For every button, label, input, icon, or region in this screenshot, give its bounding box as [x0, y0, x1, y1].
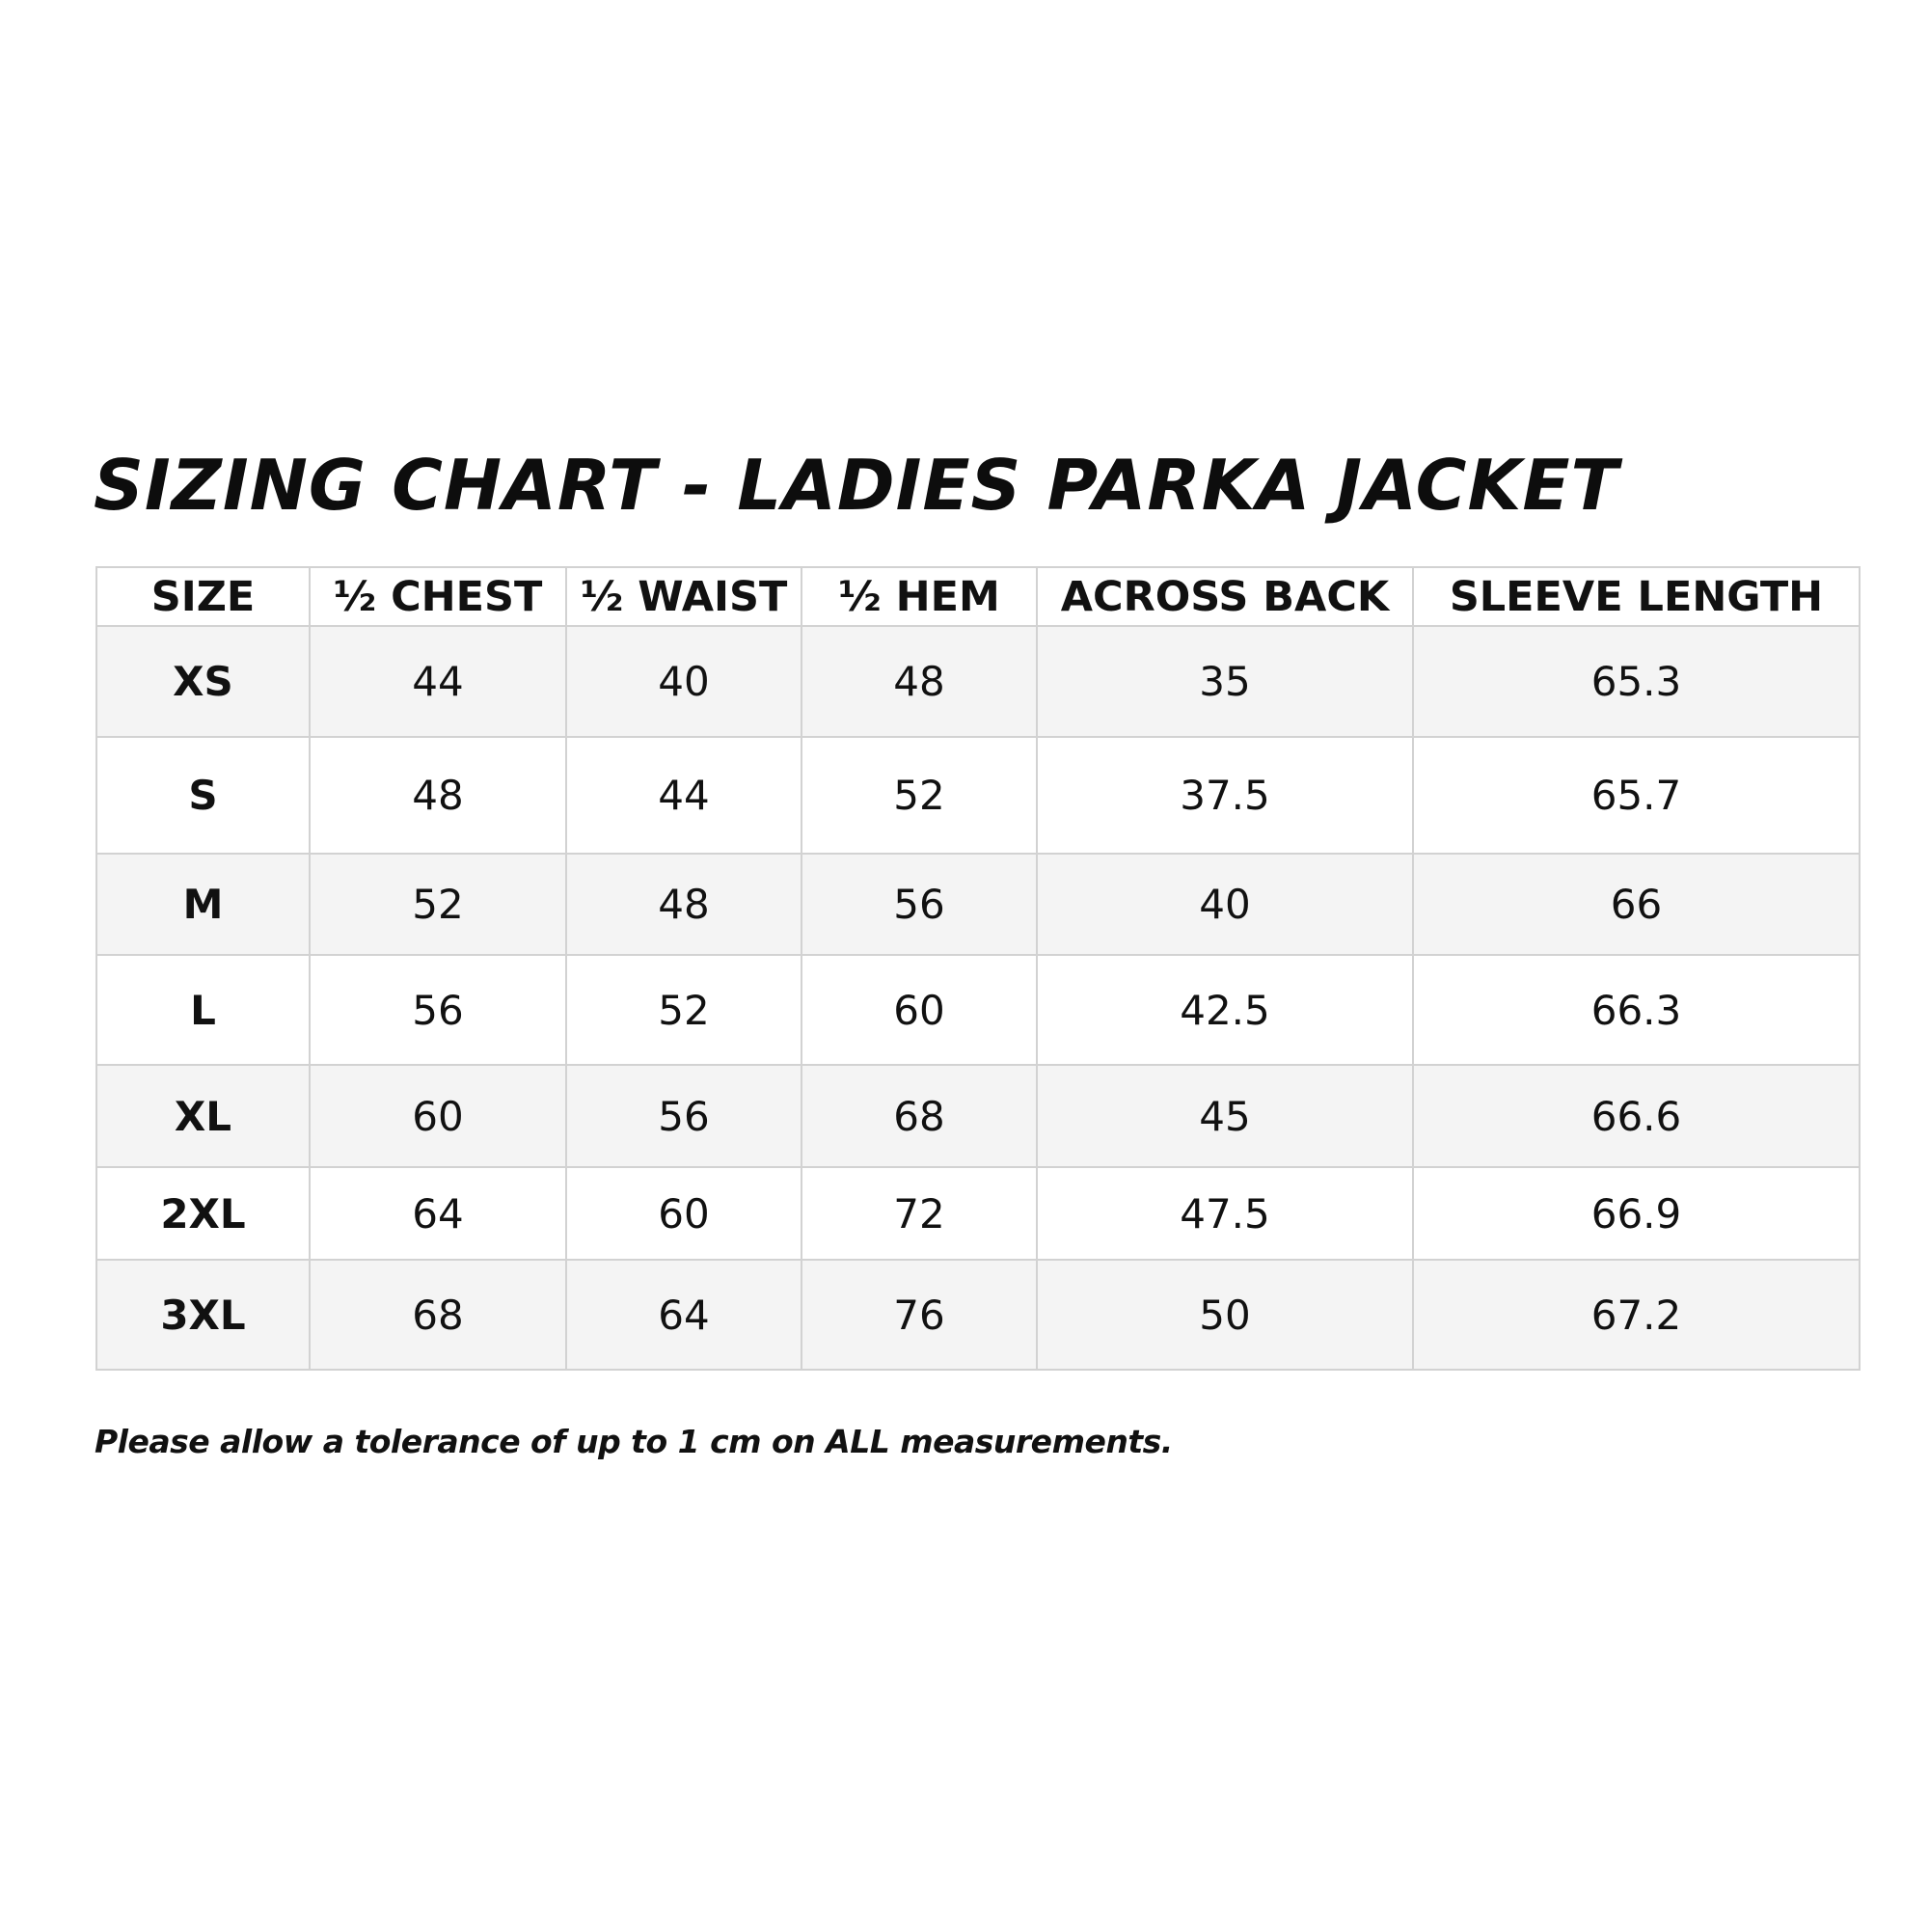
hem-cell: 72	[801, 1167, 1037, 1260]
across-back-cell: 40	[1037, 854, 1413, 955]
sleeve-length-cell: 66.3	[1413, 955, 1860, 1065]
tolerance-note: Please allow a tolerance of up to 1 cm on ALL measurements.	[95, 1423, 1173, 1460]
column-header-size: SIZE	[96, 567, 310, 626]
size-cell: L	[96, 955, 310, 1065]
chest-cell: 68	[310, 1260, 566, 1370]
hem-cell: 76	[801, 1260, 1037, 1370]
sleeve-length-cell: 66.6	[1413, 1065, 1860, 1167]
chest-cell: 48	[310, 737, 566, 854]
chest-cell: 64	[310, 1167, 566, 1260]
sizing-table	[95, 566, 1861, 1371]
hem-cell: 56	[801, 854, 1037, 955]
size-cell: 3XL	[96, 1260, 310, 1370]
waist-cell: 64	[566, 1260, 801, 1370]
chest-cell: 60	[310, 1065, 566, 1167]
column-header-across-back: ACROSS BACK	[1037, 567, 1413, 626]
column-header-half-waist: ½ WAIST	[566, 567, 801, 626]
hem-cell: 48	[801, 626, 1037, 737]
across-back-cell: 47.5	[1037, 1167, 1413, 1260]
sleeve-length-cell: 65.7	[1413, 737, 1860, 854]
chest-cell: 52	[310, 854, 566, 955]
waist-cell: 56	[566, 1065, 801, 1167]
waist-cell: 44	[566, 737, 801, 854]
size-cell: M	[96, 854, 310, 955]
waist-cell: 52	[566, 955, 801, 1065]
waist-cell: 60	[566, 1167, 801, 1260]
table-row	[96, 854, 1860, 955]
page-title: SIZING CHART - LADIES PARKA JACKET	[94, 445, 1619, 526]
across-back-cell: 37.5	[1037, 737, 1413, 854]
hem-cell: 68	[801, 1065, 1037, 1167]
table-row	[96, 1167, 1860, 1260]
size-cell: XS	[96, 626, 310, 737]
size-cell: S	[96, 737, 310, 854]
size-cell: XL	[96, 1065, 310, 1167]
sleeve-length-cell: 66.9	[1413, 1167, 1860, 1260]
table-row	[96, 1065, 1860, 1167]
size-cell: 2XL	[96, 1167, 310, 1260]
chest-cell: 44	[310, 626, 566, 737]
table-row	[96, 1260, 1860, 1370]
table-row	[96, 737, 1860, 854]
waist-cell: 40	[566, 626, 801, 737]
chest-cell: 56	[310, 955, 566, 1065]
sleeve-length-cell: 65.3	[1413, 626, 1860, 737]
sleeve-length-cell: 66	[1413, 854, 1860, 955]
hem-cell: 60	[801, 955, 1037, 1065]
waist-cell: 48	[566, 854, 801, 955]
hem-cell: 52	[801, 737, 1037, 854]
across-back-cell: 35	[1037, 626, 1413, 737]
across-back-cell: 42.5	[1037, 955, 1413, 1065]
column-header-half-hem: ½ HEM	[801, 567, 1037, 626]
header-row	[96, 567, 1860, 626]
sleeve-length-cell: 67.2	[1413, 1260, 1860, 1370]
across-back-cell: 50	[1037, 1260, 1413, 1370]
table-row	[96, 626, 1860, 737]
column-header-sleeve-length: SLEEVE LENGTH	[1413, 567, 1860, 626]
table-row	[96, 955, 1860, 1065]
column-header-half-chest: ½ CHEST	[310, 567, 566, 626]
across-back-cell: 45	[1037, 1065, 1413, 1167]
